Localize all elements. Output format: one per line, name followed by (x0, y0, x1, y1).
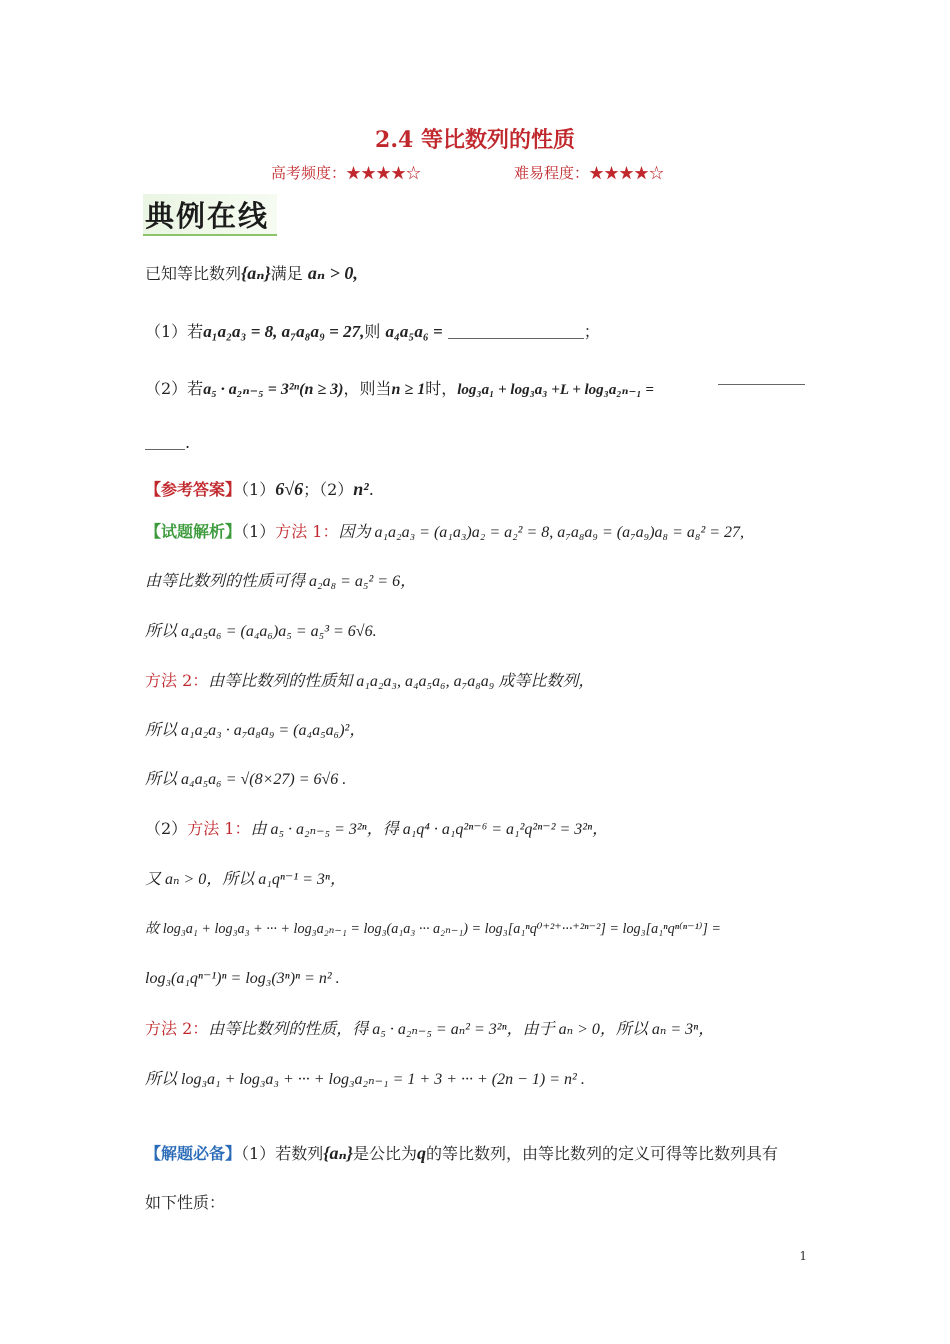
analysis-step: 故 log₃a₁ + log₃a₃ + ··· + log₃a₂ₙ₋₁ = log₃(a₁a₃ ··· a₂ₙ₋₁) = log₃[a₁ⁿq⁰⁺²⁺···⁺²ⁿ⁻²] = log₃[a₁ⁿqⁿ⁽ⁿ⁻¹⁾] = (145, 921, 721, 937)
part-2-end: . (185, 433, 191, 452)
analysis-line-10 (145, 967, 340, 990)
essentials-text: （1）若数列 (241, 1144, 324, 1163)
essentials-line-1 (145, 1142, 778, 1165)
method-2-label: 方法 2： (145, 1019, 209, 1038)
method-2-label: 方法 2： (145, 671, 209, 690)
frequency-stars: ★★★★☆ (346, 164, 422, 182)
part-2-condition: a₅ · a₂ₙ₋₅ = 3²ⁿ(n ≥ 3) (203, 381, 344, 398)
essentials-text: 的等比数列，由等比数列的定义可得等比数列具有 (426, 1144, 779, 1163)
analysis-label: 【试题解析】 (145, 522, 242, 541)
essentials-text: 是公比为 (352, 1144, 417, 1163)
analysis-step: 由等比数列的性质，得 a₅ · a₂ₙ₋₅ = aₙ² = 3²ⁿ，由于 aₙ > 0，所以 aₙ = 3ⁿ， (208, 1021, 715, 1038)
sequence-symbol: {aₙ} (323, 1143, 353, 1163)
part-2-n-range: n ≥ 1 (391, 381, 426, 398)
analysis-line-8 (145, 868, 346, 891)
analysis-line-11 (145, 1018, 714, 1041)
answer-value-2: n² (353, 479, 369, 499)
analysis-step: 由等比数列的性质可得 a₂a₈ = a₅² = 6， (145, 573, 417, 590)
problem-intro-text: 已知等比数列 (145, 264, 242, 283)
part-1-question: a₄a₅a₆ = (385, 322, 443, 341)
part-1-condition: a₁a₂a₃ = 8, a₇a₈a₉ = 27, (203, 322, 365, 341)
analysis-line-1 (145, 521, 744, 544)
analysis-line-6 (145, 768, 346, 791)
answer-blank-1[interactable] (448, 338, 584, 339)
answer-label: 【参考答案】 (145, 480, 242, 499)
reference-answer (145, 478, 374, 501)
answer-blank-2b[interactable] (145, 449, 185, 450)
problem-part-2 (145, 378, 654, 401)
answer-separator: ；（2） (303, 480, 354, 499)
problem-intro (145, 262, 358, 285)
analysis-line-7 (145, 818, 608, 841)
problem-part-1 (145, 321, 600, 343)
analysis-part-2-label: （2） (145, 819, 188, 838)
sequence-symbol: {aₙ} (241, 263, 271, 283)
page-number: 1 (799, 1249, 807, 1263)
answer-value-1: 6√6 (275, 479, 304, 499)
positivity-condition: aₙ > 0, (307, 263, 358, 283)
ratio-symbol: q (417, 1143, 426, 1163)
essentials-text: 如下性质： (145, 1193, 226, 1212)
part-2-question: log₃a₁ + log₃a₃ +L + log₃a₂ₙ₋₁ = (457, 382, 654, 398)
part-2-time: 时， (425, 379, 458, 398)
frequency-label: 高考频度： (271, 164, 347, 182)
difficulty-rating (514, 162, 664, 183)
analysis-part-1-label: （1） (241, 522, 276, 541)
essentials-line-2 (145, 1192, 225, 1214)
analysis-line-9 (145, 918, 721, 940)
answer-end: . (368, 480, 374, 499)
answer-blank-2a[interactable] (718, 384, 805, 385)
problem-part-2-cont (145, 432, 190, 454)
analysis-step: log₃(a₁qⁿ⁻¹)ⁿ = log₃(3ⁿ)ⁿ = n² . (145, 970, 340, 987)
analysis-line-3 (145, 620, 377, 643)
analysis-step: 所以 a₄a₅a₆ = √(8×27) = 6√6 . (145, 771, 347, 788)
analysis-step: 又 aₙ > 0，所以 a₁qⁿ⁻¹ = 3ⁿ， (145, 871, 346, 888)
section-badge-text: 典例在线 (145, 199, 270, 233)
analysis-step: 由 a₅ · a₂ₙ₋₅ = 3²ⁿ，得 a₁q⁴ · a₁q²ⁿ⁻⁶ = a₁²q²ⁿ⁻² = 3²ⁿ， (250, 821, 609, 838)
part-1-end: ； (583, 322, 600, 341)
part-1-label: （1）若 (145, 322, 204, 341)
part-2-label: （2）若 (145, 379, 204, 398)
analysis-line-2 (145, 570, 416, 593)
analysis-step: 由等比数列的性质知 a₁a₂a₃, a₄a₅a₆, a₇a₈a₉ 成等比数列， (208, 673, 595, 690)
analysis-step: 所以 a₁a₂a₃ · a₇a₈a₉ = (a₄a₅a₆)²， (145, 722, 366, 739)
problem-intro-text-2: 满足 (270, 264, 303, 283)
analysis-line-5 (145, 719, 365, 742)
essentials-label: 【解题必备】 (145, 1144, 242, 1163)
method-1-label: 方法 1： (187, 819, 251, 838)
section-badge (143, 194, 277, 236)
analysis-step: 所以 a₄a₅a₆ = (a₄a₆)a₅ = a₅³ = 6√6. (145, 623, 377, 640)
answer-part-1-label: （1） (241, 480, 276, 499)
analysis-line-12 (145, 1068, 585, 1091)
analysis-step: 所以 log₃a₁ + log₃a₃ + ··· + log₃a₂ₙ₋₁ = 1 + 3 + ··· + (2n − 1) = n² . (145, 1071, 585, 1088)
part-2-when: ，则当 (343, 379, 392, 398)
analysis-step: 因为 a₁a₂a₃ = (a₁a₃)a₂ = a₂² = 8, a₇a₈a₉ = (a₇a₉)a₈ = a₈² = 27, (338, 524, 745, 541)
analysis-line-4 (145, 670, 594, 693)
page-title: 2.4 等比数列的性质 (375, 127, 575, 153)
method-1-label: 方法 1： (275, 522, 339, 541)
part-1-then: 则 (364, 322, 381, 341)
difficulty-stars: ★★★★☆ (589, 164, 665, 182)
frequency-rating (271, 162, 421, 183)
difficulty-label: 难易程度： (514, 164, 590, 182)
